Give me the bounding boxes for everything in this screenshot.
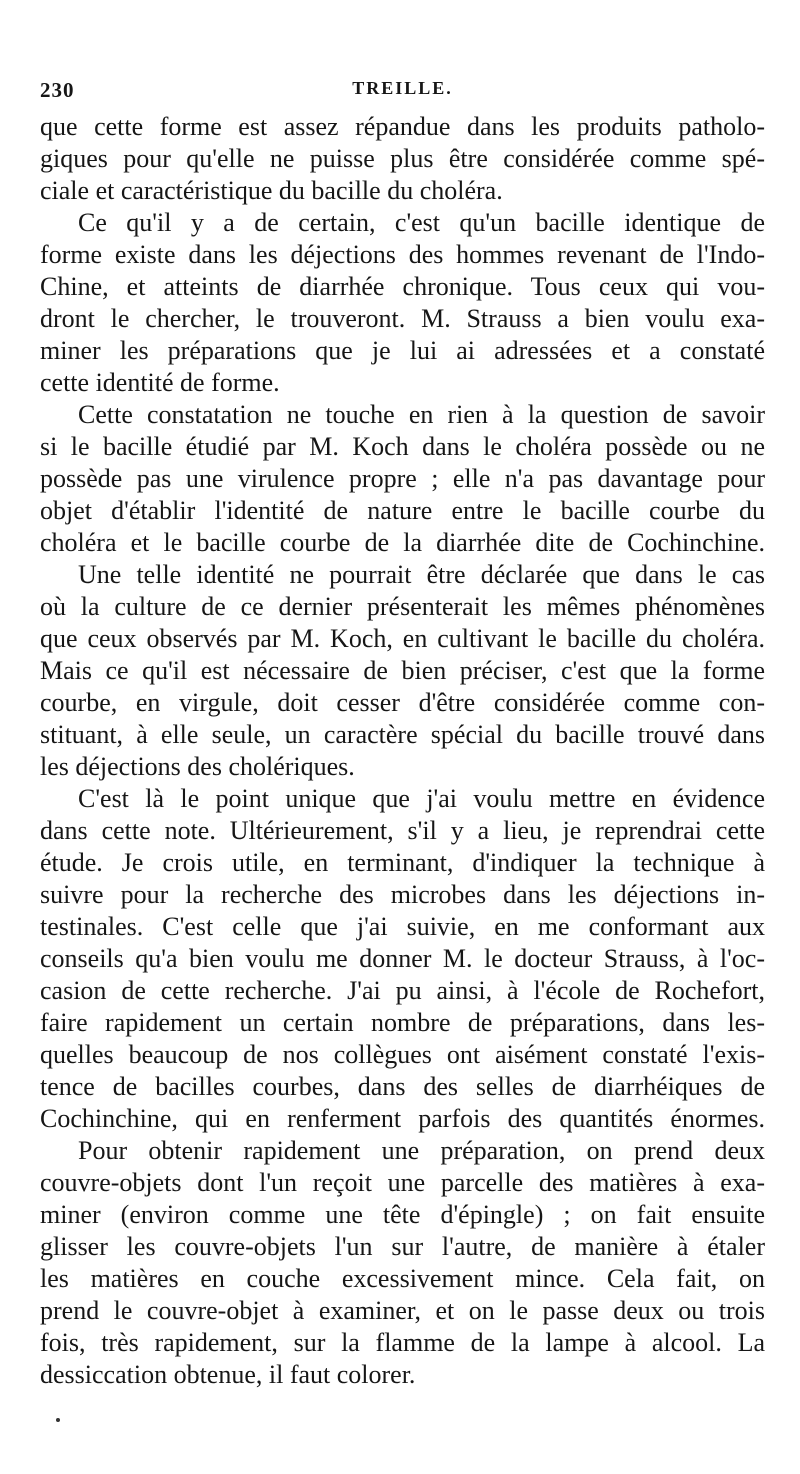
text-line: Ce qu'il y a de certain, c'est qu'un bacille identique de: [78, 208, 765, 237]
text-line: Cochinchine, qui en renferment parfois des quantités énormes.: [40, 1104, 765, 1133]
text-line: C'est là le point unique que j'ai voulu mettre en évidence: [78, 784, 765, 813]
text-line: où la culture de ce dernier présenterait les mêmes phénomènes: [40, 592, 765, 621]
running-head: [40, 78, 765, 104]
text-line: couvre-objets dont l'un reçoit une parcelle des matières à exa-: [40, 1168, 765, 1197]
text-line: si le bacille étudié par M. Koch dans le choléra possède ou ne: [40, 432, 765, 461]
text-line: miner les préparations que je lui ai adressées et a constaté: [40, 336, 765, 365]
text-line: possède pas une virulence propre ; elle n'a pas davantage pour: [40, 464, 765, 493]
text-line: dessiccation obtenue, il faut colorer.: [40, 1360, 416, 1389]
text-line: glisser les couvre-objets l'un sur l'autre, de manière à étaler: [40, 1232, 765, 1261]
text-line: cette identité de forme.: [40, 368, 280, 397]
ink-speck: [56, 1418, 60, 1422]
text-line: giques pour qu'elle ne puisse plus être considérée comme spé-: [40, 144, 765, 173]
text-line: ciale et caractéristique du bacille du choléra.: [40, 176, 503, 205]
text-line: casion de cette recherche. J'ai pu ainsi, à l'école de Rochefort,: [40, 976, 765, 1005]
text-line: dront le chercher, le trouveront. M. Strauss a bien voulu exa-: [40, 304, 765, 333]
page-number: 230: [40, 78, 75, 102]
text-line: Une telle identité ne pourrait être déclarée que dans le cas: [78, 560, 765, 589]
text-line: quelles beaucoup de nos collègues ont aisément constaté l'exis-: [40, 1040, 765, 1069]
text-line: les matières en couche excessivement mince. Cela fait, on: [40, 1264, 765, 1293]
text-line: fois, très rapidement, sur la flamme de la lampe à alcool. La: [40, 1328, 765, 1357]
text-line: Mais ce qu'il est nécessaire de bien préciser, c'est que la forme: [40, 656, 765, 685]
text-line: prend le couvre-objet à examiner, et on le passe deux ou trois: [40, 1296, 765, 1325]
body-text: [40, 111, 765, 1391]
text-line: miner (environ comme une tête d'épingle) ; on fait ensuite: [40, 1200, 765, 1229]
text-line: tence de bacilles courbes, dans des selles de diarrhéiques de: [40, 1072, 765, 1101]
text-line: Cette constatation ne touche en rien à la question de savoir: [78, 400, 765, 429]
text-line: que cette forme est assez répandue dans les produits patholo-: [40, 112, 765, 141]
text-line: les déjections des cholériques.: [40, 752, 355, 781]
text-line: Pour obtenir rapidement une préparation, on prend deux: [78, 1136, 765, 1165]
text-line: objet d'établir l'identité de nature entre le bacille courbe du: [40, 496, 765, 525]
text-line: courbe, en virgule, doit cesser d'être considérée comme con-: [40, 688, 765, 717]
text-line: choléra et le bacille courbe de la diarrhée dite de Cochinchine.: [40, 528, 765, 557]
text-line: Chine, et atteints de diarrhée chronique. Tous ceux qui vou-: [40, 272, 765, 301]
text-line: dans cette note. Ultérieurement, s'il y a lieu, je reprendrai cette: [40, 816, 765, 845]
text-line: faire rapidement un certain nombre de préparations, dans les-: [40, 1008, 765, 1037]
text-line: suivre pour la recherche des microbes dans les déjections in-: [40, 880, 765, 909]
text-line: stituant, à elle seule, un caractère spécial du bacille trouvé dans: [40, 720, 765, 749]
text-line: testinales. C'est celle que j'ai suivie, en me conformant aux: [40, 912, 765, 941]
text-line: forme existe dans les déjections des hommes revenant de l'Indo-: [40, 240, 765, 269]
text-line: étude. Je crois utile, en terminant, d'indiquer la technique à: [40, 848, 765, 877]
text-line: que ceux observés par M. Koch, en cultivant le bacille du choléra.: [40, 624, 765, 653]
text-line: conseils qu'a bien voulu me donner M. le docteur Strauss, à l'oc-: [40, 944, 765, 973]
header-title: TREILLE.: [352, 78, 453, 98]
